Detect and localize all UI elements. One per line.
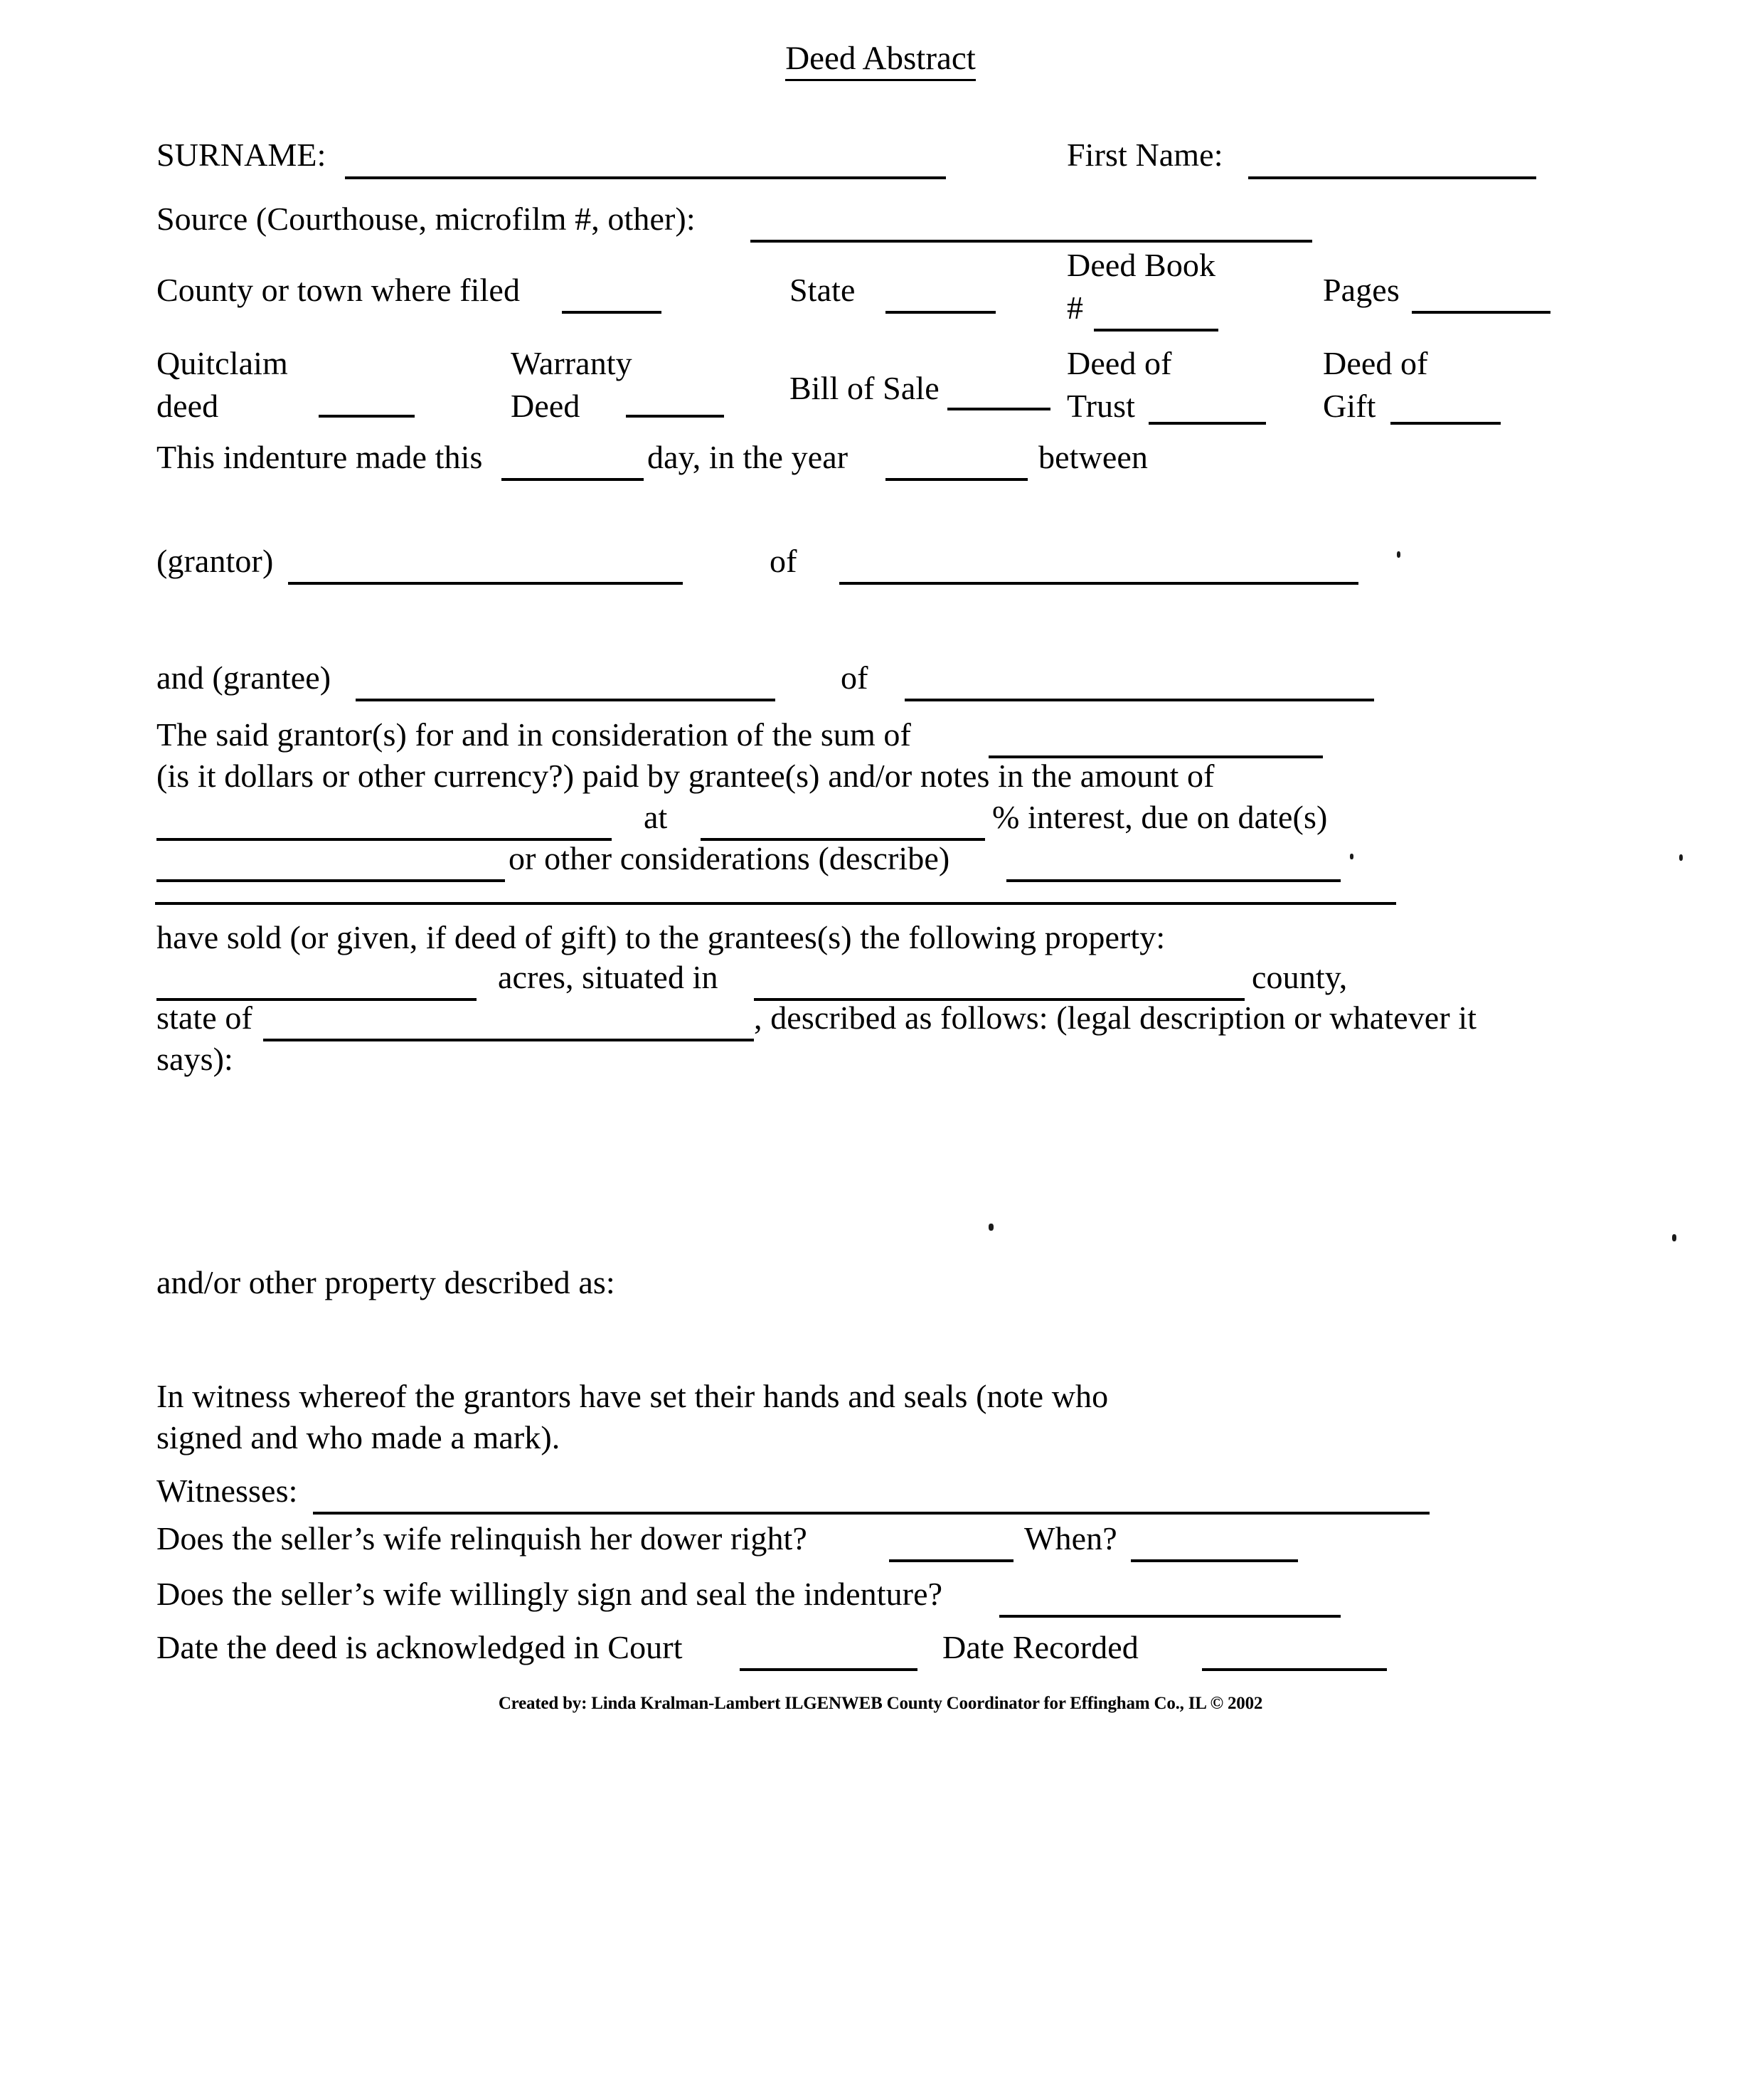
county-label: county, (1252, 959, 1348, 995)
county-filed-label: County or town where filed (156, 272, 521, 308)
says-label: says): (156, 1041, 233, 1077)
bill-of-sale-input[interactable] (947, 408, 1050, 410)
grantee-input[interactable] (356, 699, 775, 701)
bill-of-sale-label: Bill of Sale (789, 370, 940, 406)
warranty-deed-input[interactable] (626, 415, 724, 418)
willingly-question-label: Does the seller’s wife willingly sign and seal the indenture? (156, 1576, 943, 1612)
witness-line2-label: signed and who made a mark). (156, 1419, 560, 1455)
dower-question-label: Does the seller’s wife relinquish her dower right? (156, 1520, 807, 1557)
described-as-follows-label: , described as follows: (legal description or whatever it (754, 999, 1477, 1036)
ack-date-input[interactable] (740, 1668, 917, 1671)
witnesses-input[interactable] (313, 1512, 1430, 1515)
grantee-of-input[interactable] (905, 699, 1374, 701)
deed-of-gift-label-line2: Gift (1323, 388, 1376, 424)
state-label: State (789, 272, 856, 308)
interest-at-label: at (644, 799, 668, 835)
surname-label: SURNAME: (156, 137, 326, 173)
deed-of-trust-input[interactable] (1149, 422, 1266, 425)
willingly-answer-input[interactable] (999, 1615, 1341, 1618)
other-considerations-input[interactable] (1006, 879, 1341, 882)
warranty-label-line1: Warranty (511, 345, 632, 381)
due-dates-input[interactable] (156, 879, 505, 882)
indenture-prefix-label: This indenture made this (156, 439, 483, 475)
date-recorded-label: Date Recorded (942, 1629, 1139, 1665)
deed-of-trust-label-line1: Deed of (1067, 345, 1172, 381)
consideration-line1-label: The said grantor(s) for and in consideration of the sum of (156, 716, 911, 753)
grantee-of-label: of (841, 659, 868, 696)
pages-input[interactable] (1412, 311, 1550, 314)
grantee-label: and (grantee) (156, 659, 331, 696)
scan-speck (989, 1224, 994, 1231)
when-input[interactable] (1131, 1559, 1298, 1562)
deed-of-gift-label-line1: Deed of (1323, 345, 1428, 381)
grantor-of-input[interactable] (839, 582, 1358, 585)
surname-input[interactable] (345, 176, 946, 179)
consideration-line2-label: (is it dollars or other currency?) paid by grantee(s) and/or notes in the amount of (156, 758, 1215, 794)
indenture-mid-label: day, in the year (647, 439, 848, 475)
ack-date-label: Date the deed is acknowledged in Court (156, 1629, 683, 1665)
acres-label: acres, situated in (498, 959, 718, 995)
deed-book-label-line1: Deed Book (1067, 247, 1216, 283)
description-continuation-input[interactable] (155, 902, 1396, 905)
scan-speck (1397, 551, 1400, 558)
other-property-label: and/or other property described as: (156, 1264, 615, 1300)
witnesses-label: Witnesses: (156, 1473, 298, 1509)
state-input[interactable] (885, 311, 996, 314)
interest-suffix-label: % interest, due on date(s) (992, 799, 1328, 835)
scan-speck (1672, 1234, 1676, 1241)
witness-line1-label: In witness whereof the grantors have set their hands and seals (note who (156, 1378, 1109, 1414)
first-name-input[interactable] (1248, 176, 1536, 179)
indenture-day-input[interactable] (501, 478, 644, 481)
scan-speck (1350, 854, 1353, 859)
grantor-input[interactable] (288, 582, 683, 585)
when-label: When? (1024, 1520, 1117, 1557)
date-recorded-input[interactable] (1202, 1668, 1387, 1671)
pages-label: Pages (1323, 272, 1400, 308)
page-title-text: Deed Abstract (785, 40, 976, 81)
quitclaim-deed-input[interactable] (319, 415, 415, 418)
scan-speck (1679, 854, 1683, 861)
quitclaim-label-line2: deed (156, 388, 219, 424)
indenture-suffix-label: between (1038, 439, 1148, 475)
source-label: Source (Courthouse, microfilm #, other): (156, 201, 696, 237)
grantor-label: (grantor) (156, 543, 274, 579)
first-name-label: First Name: (1067, 137, 1223, 173)
indenture-year-input[interactable] (885, 478, 1028, 481)
source-input[interactable] (750, 240, 1312, 243)
page-title (0, 39, 1761, 78)
have-sold-label: have sold (or given, if deed of gift) to the grantees(s) the following property: (156, 919, 1166, 955)
county-filed-input[interactable] (562, 311, 661, 314)
deed-book-input[interactable] (1094, 329, 1218, 332)
deed-of-gift-input[interactable] (1390, 422, 1501, 425)
warranty-label-line2: Deed (511, 388, 580, 424)
other-considerations-label: or other considerations (describe) (509, 840, 950, 876)
grantor-of-label: of (770, 543, 797, 579)
state-of-input[interactable] (263, 1039, 754, 1041)
footer-credit: Created by: Linda Kralman-Lambert ILGENWEB County Coordinator for Effingham Co., IL © 2002 (498, 1694, 1263, 1713)
state-of-label: state of (156, 999, 252, 1036)
quitclaim-label-line1: Quitclaim (156, 345, 288, 381)
deed-book-label-line2: # (1067, 290, 1084, 326)
dower-answer-input[interactable] (889, 1559, 1013, 1562)
deed-of-trust-label-line2: Trust (1067, 388, 1135, 424)
